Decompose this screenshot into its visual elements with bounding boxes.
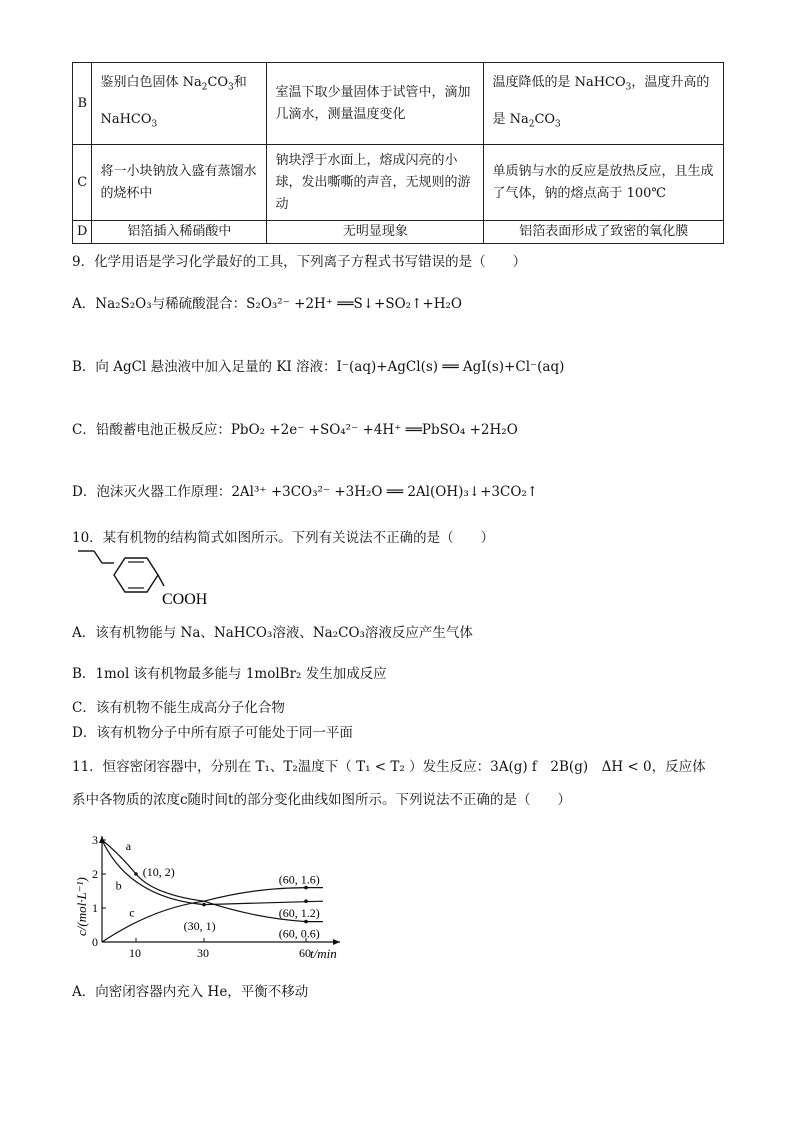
table-row bbox=[73, 63, 724, 145]
question-10-option-b: B．1mol 该有机物最多能与 1molBr₂ 发生加成反应 bbox=[72, 666, 387, 682]
table-cell: 钠块浮于水面上，熔成闪亮的小球，发出嘶嘶的声音，无规则的游动 bbox=[267, 145, 484, 221]
point-annotation: (30, 1) bbox=[183, 919, 216, 933]
question-9-option-d: D．泡沫灭火器工作原理：2Al³⁺ +3CO₃²⁻ +3H₂O ══ 2Al(OH)₃↓+3CO₂↑ bbox=[72, 484, 539, 500]
y-tick-label: 0 bbox=[92, 935, 98, 949]
table-cell: 单质钠与水的反应是放热反应，且生成了气体，钠的熔点高于 100℃ bbox=[484, 145, 724, 221]
table-row bbox=[73, 221, 724, 244]
table-cell: 鉴别白色固体 $Na_2CO_3$和 NaHCO$_3$ bbox=[92, 63, 267, 145]
row-label: D bbox=[73, 221, 92, 244]
x-axis-label: t/min bbox=[310, 946, 337, 961]
table-cell: 铝箔插入稀硝酸中 bbox=[92, 221, 267, 244]
carboxyl-group-label: COOH bbox=[162, 591, 208, 608]
row-label: B bbox=[73, 63, 92, 145]
concentration-time-chart bbox=[72, 826, 362, 966]
table-cell: 室温下取少量固体于试管中，滴加几滴水，测量温度变化 bbox=[267, 63, 484, 145]
carboxyl-bond bbox=[158, 575, 164, 586]
row-label: C bbox=[73, 145, 92, 221]
point-annotation: (60, 1.6) bbox=[278, 872, 320, 887]
question-11-option-a: A．向密闭容器内充入 He，平衡不移动 bbox=[72, 984, 309, 1000]
point-annotation: (10, 2) bbox=[142, 865, 175, 879]
experiment-table bbox=[72, 62, 724, 244]
data-point bbox=[134, 872, 138, 876]
data-point bbox=[304, 899, 308, 903]
question-10-option-c: C．该有机物不能生成高分子化合物 bbox=[72, 700, 285, 716]
curve-label: c bbox=[129, 905, 135, 920]
question-9-stem: 9．化学用语是学习化学最好的工具，下列离子方程式书写错误的是（ ） bbox=[72, 254, 527, 270]
table-cell: 铝箔表面形成了致密的氧化膜 bbox=[484, 221, 724, 244]
data-point bbox=[202, 903, 206, 907]
y-axis-label: c/(mol·L⁻¹) bbox=[74, 877, 89, 936]
x-tick-label: 10 bbox=[129, 946, 141, 960]
data-point bbox=[304, 920, 308, 924]
structure-formula-diagram bbox=[72, 548, 232, 610]
question-11-stem-line1: 11．恒容密闭容器中，分别在 T₁、T₂温度下（ T₁ < T₂ ）发生反应：3A(g) f 2B(g) ΔH < 0，反应体 bbox=[72, 759, 706, 775]
vinyl-bond bbox=[94, 551, 102, 563]
point-annotation: (60, 0.6) bbox=[278, 926, 320, 941]
table-row bbox=[73, 145, 724, 221]
x-axis-arrow bbox=[333, 939, 340, 945]
question-10-stem: 10．某有机物的结构简式如图所示。下列有关说法不正确的是（ ） bbox=[72, 530, 495, 546]
point-annotation: (60, 1.2) bbox=[278, 906, 320, 921]
y-tick-label: 3 bbox=[92, 833, 98, 847]
table-cell: 无明显现象 bbox=[267, 221, 484, 244]
question-9-option-a: A．Na₂S₂O₃与稀硫酸混合：S₂O₃²⁻ +2H⁺ ══S↓+SO₂↑+H₂O bbox=[72, 296, 462, 312]
x-tick-label: 60 bbox=[299, 946, 311, 960]
question-11-stem-line2: 系中各物质的浓度c随时间t的部分变化曲线如图所示。下列说法不正确的是（ ） bbox=[72, 792, 571, 808]
question-9-option-c: C．铅酸蓄电池正极反应：PbO₂ +2e⁻ +SO₄²⁻ +4H⁺ ══PbSO₄ +2H₂O bbox=[72, 422, 518, 438]
table-cell: 将一小块钠放入盛有蒸馏水的烧杯中 bbox=[92, 145, 267, 221]
y-tick-label: 1 bbox=[92, 901, 98, 915]
curve-label: b bbox=[115, 878, 122, 893]
y-tick-label: 2 bbox=[92, 867, 98, 881]
question-10-option-a: A．该有机物能与 Na、NaHCO₃溶液、Na₂CO₃溶液反应产生气体 bbox=[72, 625, 473, 641]
x-tick-label: 30 bbox=[197, 946, 209, 960]
curve-label: a bbox=[125, 839, 132, 854]
benzene-ring bbox=[114, 558, 158, 592]
question-10-option-d: D．该有机物分子中所有原子可能处于同一平面 bbox=[72, 725, 353, 741]
question-9-option-b: B．向 AgCl 悬浊液中加入足量的 KI 溶液：I⁻(aq)+AgCl(s) ══ AgI(s)+Cl⁻(aq) bbox=[72, 359, 565, 375]
table-cell: 温度降低的是 NaHCO$_3$，温度升高的是 $Na_2CO_3$ bbox=[484, 63, 724, 145]
